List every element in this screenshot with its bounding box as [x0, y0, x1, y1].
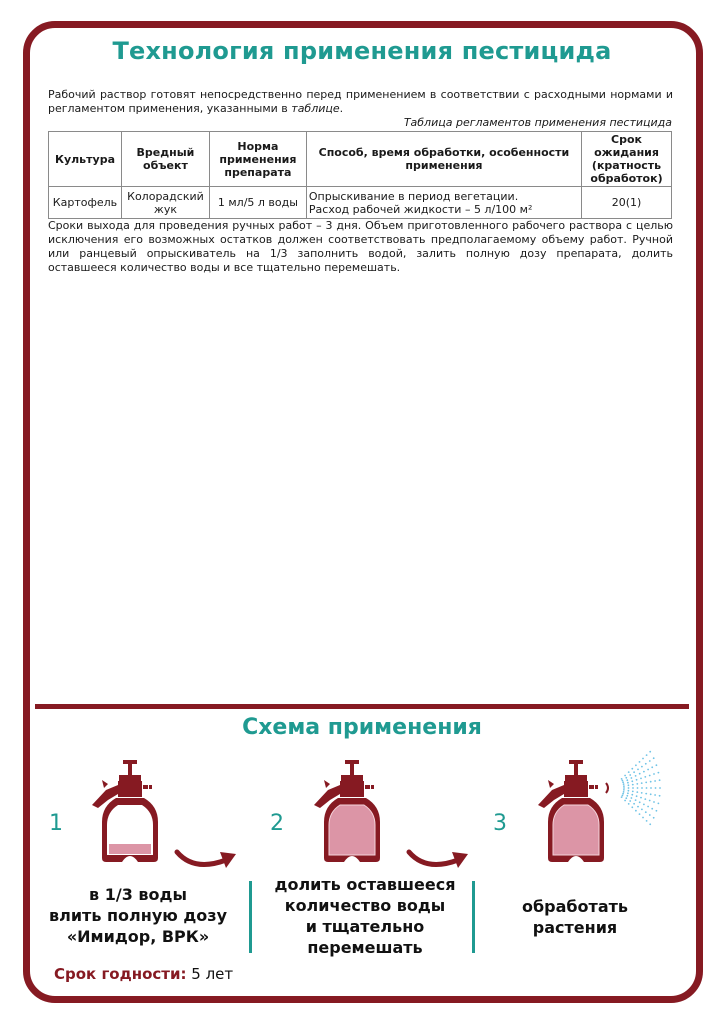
spray-dot — [628, 803, 630, 805]
column-header-method: Способ, время обработки, особенности применения — [306, 132, 581, 187]
spray-mist-icon — [621, 751, 661, 825]
spray-dot — [645, 763, 647, 765]
cell-method-line1: Опрыскивание в период вегетации. — [308, 189, 519, 203]
spray-dot — [646, 787, 648, 789]
spray-dot — [637, 787, 639, 789]
spray-dot — [623, 785, 625, 787]
spray-dot — [636, 783, 638, 785]
scheme-title: Схема применения — [242, 715, 482, 740]
curved-arrow-right-icon — [406, 848, 470, 874]
step-1-text — [38, 884, 238, 947]
spray-dot — [628, 784, 630, 786]
spray-dot — [639, 801, 641, 803]
liquid-level — [109, 844, 151, 854]
spray-dot — [641, 787, 643, 789]
spray-dot — [640, 778, 642, 780]
spray-dot — [628, 771, 630, 773]
spray-dot — [644, 776, 646, 778]
spray-dot — [650, 793, 652, 795]
spray-dot — [627, 782, 629, 784]
spray-dot — [650, 787, 652, 789]
curved-arrow-right-icon — [174, 848, 238, 874]
step-2-line: и тщательно — [305, 917, 425, 936]
spray-dot — [649, 775, 651, 777]
cell-waiting: 20(1) — [582, 187, 672, 219]
spray-dot — [654, 780, 656, 782]
spray-dot — [641, 792, 643, 794]
spray-dot — [642, 758, 644, 760]
spray-dot — [654, 794, 656, 796]
spray-dot — [622, 795, 624, 797]
spray-dot — [656, 810, 658, 812]
spray-dot — [659, 779, 661, 781]
spray-dot — [636, 779, 638, 781]
spray-dot — [635, 810, 637, 812]
spray-dot — [644, 798, 646, 800]
intro-italic-link: таблице — [291, 102, 340, 115]
spray-dot — [632, 791, 634, 793]
cell-crop: Картофель — [49, 187, 122, 219]
spray-dot — [623, 783, 625, 785]
spray-dot — [649, 814, 651, 816]
spray-dot — [647, 806, 649, 808]
spray-dot — [635, 799, 637, 801]
spray-dot — [649, 823, 651, 825]
intro-text: Рабочий раствор готовят непосредственно перед применением в соответствии с расходными нормами и регламентом применения, указанными в — [48, 88, 673, 115]
spray-dot — [646, 820, 648, 822]
spray-dot — [655, 787, 657, 789]
step-number-3: 3 — [493, 811, 507, 836]
step-2-text — [262, 874, 468, 958]
spray-dot — [637, 769, 639, 771]
spray-dot — [645, 793, 647, 795]
spray-dot — [627, 792, 629, 794]
sprayer-spraying-icon — [530, 745, 670, 865]
spray-dot — [635, 764, 637, 766]
spray-dot — [641, 782, 643, 784]
spray-dot — [631, 794, 633, 796]
expiry-label: Срок годности: — [54, 965, 187, 983]
table-row — [49, 187, 672, 219]
spray-dot — [633, 771, 635, 773]
spray-dot — [622, 781, 624, 783]
spray-dot — [653, 773, 655, 775]
step-3-line: растения — [532, 918, 618, 937]
step-3-line: обработать — [521, 897, 629, 916]
spray-dot — [623, 791, 625, 793]
spray-dot — [649, 751, 651, 753]
spray-dot — [636, 791, 638, 793]
step-3-text — [490, 896, 660, 938]
spray-dot — [631, 797, 633, 799]
spray-dot — [625, 797, 627, 799]
column-header-pest: Вредный объект — [121, 132, 209, 187]
spray-dot — [650, 781, 652, 783]
spray-dot — [653, 801, 655, 803]
spray-dot — [631, 768, 633, 770]
spray-dot — [659, 795, 661, 797]
step-number-1: 1 — [49, 811, 63, 836]
spray-dot — [633, 803, 635, 805]
step-2-line: перемешать — [307, 938, 423, 957]
table-caption: Таблица регламентов применения пестицида — [403, 116, 672, 129]
spray-dot — [653, 757, 655, 759]
sprayer-full-icon — [310, 758, 390, 866]
spray-dot — [641, 766, 643, 768]
step-1-line: «Имидор, ВРК» — [66, 927, 210, 946]
sprayer-third-full-icon — [88, 758, 168, 866]
spray-dot — [624, 775, 626, 777]
spray-dot — [641, 809, 643, 811]
spray-dot — [636, 795, 638, 797]
spray-dot — [632, 784, 634, 786]
spray-dot — [643, 771, 645, 773]
spray-dot — [626, 795, 628, 797]
spray-dot — [658, 772, 660, 774]
spray-dot — [621, 778, 623, 780]
spray-dot — [628, 790, 630, 792]
spray-dot — [625, 777, 627, 779]
expiry-value: 5 лет — [191, 965, 234, 983]
regulations-table — [48, 131, 672, 219]
spray-dot — [631, 780, 633, 782]
step-number-2: 2 — [270, 811, 284, 836]
spray-dot — [649, 760, 651, 762]
spray-dot — [628, 787, 630, 789]
instructions-paragraph: Сроки выхода для проведения ручных работ – 3 дня. Объем приготовленного рабочего раствора с целью исключения его возможных остатков должен соответствовать предполагаемому объему работ. Ручной или ранцевый опрыскиватель на 1/3 заполнить водой, залить полную дозу препарата, долить оставшееся количество воды и все тщательно перемешать. — [48, 219, 673, 274]
step-2-line: количество воды — [284, 896, 446, 915]
spray-dot — [643, 804, 645, 806]
spray-dot — [656, 764, 658, 766]
spray-dot — [651, 808, 653, 810]
cell-pest: Колорадский жук — [121, 187, 209, 219]
section-divider — [35, 704, 689, 709]
spray-dot — [624, 800, 626, 802]
spray-dot — [631, 806, 633, 808]
cell-rate: 1 мл/5 л воды — [209, 187, 306, 219]
spray-dot — [639, 813, 641, 815]
spray-dot — [623, 787, 625, 789]
step-separator — [249, 881, 252, 953]
step-1-line: влить полную дозу — [48, 906, 228, 925]
expiry-info — [54, 965, 233, 983]
column-header-crop: Культура — [49, 132, 122, 187]
spray-dot — [632, 787, 634, 789]
spray-dot — [639, 761, 641, 763]
spray-dot — [640, 797, 642, 799]
spray-dot — [635, 775, 637, 777]
cell-method-line2: Расход рабочей жидкости – 5 л/100 м² — [308, 202, 533, 216]
page-title: Технология применения пестицида — [112, 37, 612, 65]
spray-dot — [639, 773, 641, 775]
intro-paragraph — [48, 88, 673, 116]
spray-dot — [622, 780, 624, 782]
spray-dot — [626, 779, 628, 781]
spray-dot — [622, 793, 624, 795]
spray-dot — [629, 800, 631, 802]
spray-dot — [645, 782, 647, 784]
column-header-waiting: Срок ожидания (кратность обработок) — [582, 132, 672, 187]
spray-dot — [642, 817, 644, 819]
step-2-line: долить оставшееся — [274, 875, 456, 894]
column-header-rate: Норма применения препарата — [209, 132, 306, 187]
spray-dot — [653, 817, 655, 819]
spray-dot — [651, 766, 653, 768]
table-header-row — [49, 132, 672, 187]
spray-dot — [649, 800, 651, 802]
step-1-line: в 1/3 воды — [89, 885, 187, 904]
cell-method — [306, 187, 581, 219]
spray-dot — [621, 796, 623, 798]
spray-dot — [646, 754, 648, 756]
spray-dot — [629, 774, 631, 776]
intro-text-end: . — [339, 102, 344, 115]
spray-dot — [623, 789, 625, 791]
spray-dot — [659, 787, 661, 789]
spray-dot — [647, 769, 649, 771]
spray-dot — [645, 811, 647, 813]
spray-dot — [631, 777, 633, 779]
step-separator — [472, 881, 475, 953]
spray-dot — [637, 806, 639, 808]
spray-dot — [658, 803, 660, 805]
